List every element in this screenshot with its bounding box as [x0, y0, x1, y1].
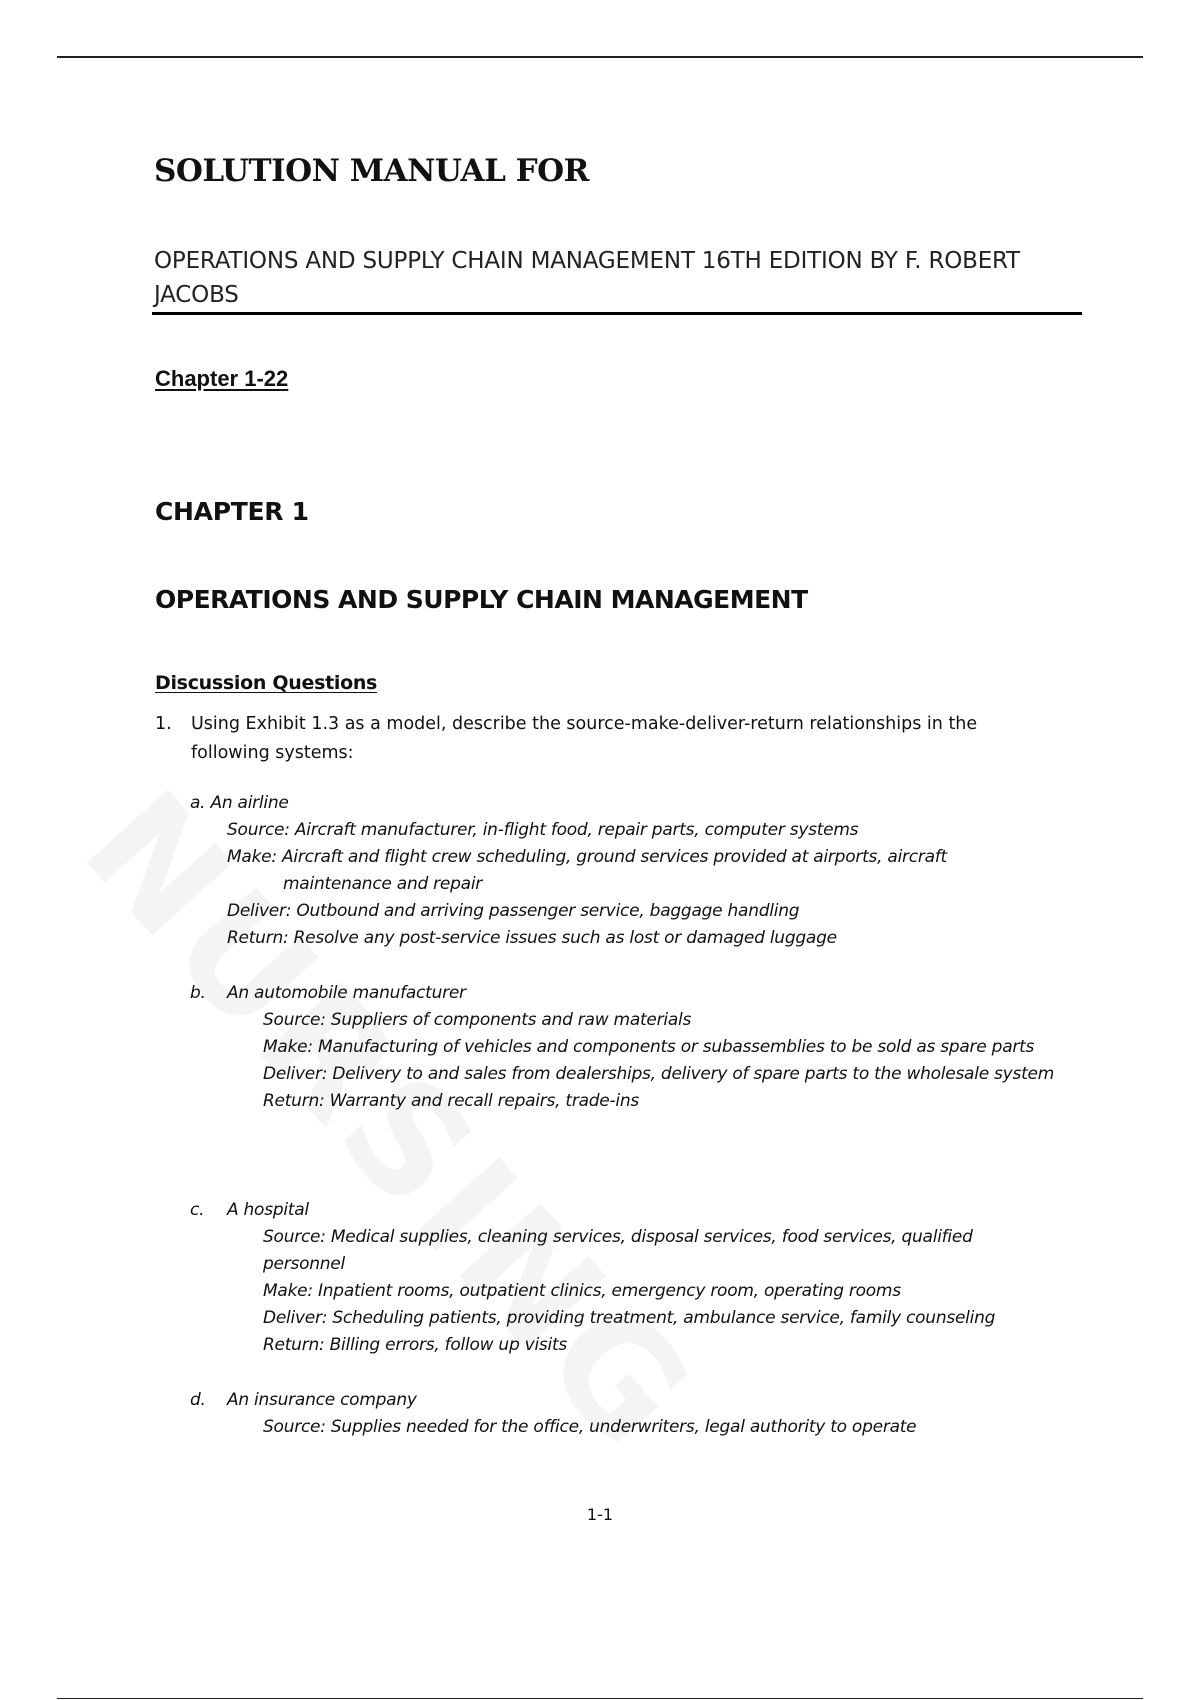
item-line-make: Make: Inpatient rooms, outpatient clinics, emergency room, operating rooms: [263, 1281, 901, 1301]
document-subtitle: OPERATIONS AND SUPPLY CHAIN MANAGEMENT 16TH EDITION BY F. ROBERT JACOBS: [154, 248, 1020, 308]
section-heading: OPERATIONS AND SUPPLY CHAIN MANAGEMENT: [155, 585, 808, 614]
answer-item-airline: [190, 790, 1070, 952]
chapter-range: Chapter 1-22: [155, 366, 289, 391]
item-line-return: Return: Warranty and recall repairs, trade-ins: [263, 1091, 639, 1111]
page-number: 1-1: [586, 1505, 614, 1524]
item-letter: c.: [190, 1200, 205, 1220]
title-underline: [152, 312, 1082, 315]
item-line-make-continued: maintenance and repair: [283, 874, 483, 894]
discussion-questions-heading: Discussion Questions: [155, 672, 378, 694]
item-line-source: Source: Aircraft manufacturer, in-flight food, repair parts, computer systems: [227, 820, 859, 840]
item-label: An automobile manufacturer: [227, 983, 466, 1003]
item-line-source: Source: Supplies needed for the office, underwriters, legal authority to operate: [263, 1417, 917, 1437]
item-line-deliver: Deliver: Outbound and arriving passenger service, baggage handling: [227, 901, 800, 921]
item-line-make: Make: Manufacturing of vehicles and components or subassemblies to be sold as spare parts: [263, 1037, 1035, 1057]
item-line-deliver: Deliver: Delivery to and sales from dealerships, delivery of spare parts to the wholesale system: [263, 1064, 1055, 1084]
answer-item-insurance: [190, 1387, 1070, 1441]
item-line-return: Return: Resolve any post-service issues such as lost or damaged luggage: [227, 928, 837, 948]
item-label: A hospital: [227, 1200, 309, 1220]
question-number: 1.: [155, 714, 172, 734]
item-letter: b.: [190, 983, 206, 1003]
item-label: a. An airline: [190, 793, 289, 813]
item-letter: d.: [190, 1390, 206, 1410]
item-line-source: Source: Medical supplies, cleaning services, disposal services, food services, qualified personnel: [263, 1227, 973, 1274]
page-bottom-rule: [57, 1698, 1143, 1699]
page-top-rule: [57, 56, 1143, 58]
answer-item-hospital: [190, 1197, 1070, 1359]
answer-item-automobile: [190, 980, 1070, 1115]
document-title: SOLUTION MANUAL FOR: [154, 153, 589, 189]
item-label: An insurance company: [227, 1390, 417, 1410]
item-line-deliver: Deliver: Scheduling patients, providing treatment, ambulance service, family counseling: [263, 1308, 996, 1328]
item-line-source: Source: Suppliers of components and raw materials: [263, 1010, 692, 1030]
item-line-return: Return: Billing errors, follow up visits: [263, 1335, 568, 1355]
chapter-heading: CHAPTER 1: [155, 497, 309, 526]
question-text: Using Exhibit 1.3 as a model, describe the source-make-deliver-return relationships in the following systems:: [191, 714, 978, 763]
item-line-make: Make: Aircraft and flight crew scheduling, ground services provided at airports, aircraft: [227, 847, 947, 867]
